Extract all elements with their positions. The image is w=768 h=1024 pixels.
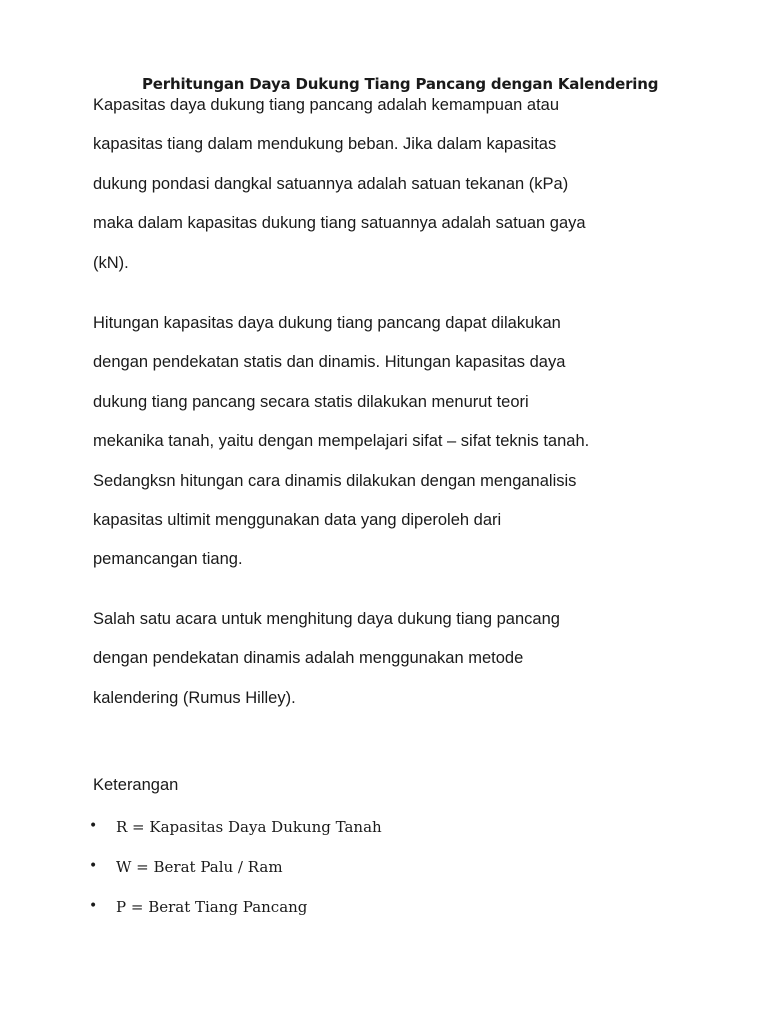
paragraph-line: maka dalam kapasitas dukung tiang satuannya adalah satuan gaya [93,214,586,233]
keterangan-heading: Keterangan [93,776,179,794]
paragraph-line: (kN). [93,253,129,272]
paragraph-line: kalendering (Rumus Hilley). [93,688,296,707]
bullet-icon: • [89,818,98,834]
paragraph-line: dukung tiang pancang secara statis dilakukan menurut teori [93,392,529,411]
paragraph-line: kapasitas ultimit menggunakan data yang diperoleh dari [93,511,502,530]
paragraph-line: dengan pendekatan dinamis adalah menggunakan metode [93,649,524,668]
paragraph-line: kapasitas tiang dalam mendukung beban. Jika dalam kapasitas [93,135,557,154]
paragraph-line: mekanika tanah, yaitu dengan mempelajari sifat – sifat teknis tanah. [93,432,590,451]
legend-item [0,816,600,844]
paragraph-line: Sedangksn hitungan cara dinamis dilakukan dengan menganalisis [93,471,577,490]
paragraph-line: Hitungan kapasitas daya dukung tiang pancang dapat dilakukan [93,314,561,332]
legend-item-text: P = Berat Tiang Pancang [116,898,308,916]
paragraph-line: dengan pendekatan statis dan dinamis. Hitungan kapasitas daya [93,353,566,372]
paragraph-capacity-definition [93,86,693,283]
bullet-icon: • [89,898,98,914]
document-title: Perhitungan Daya Dukung Tiang Pancang dengan Kalendering [142,75,659,93]
bullet-icon: • [89,858,98,874]
paragraph-kalendering-method [93,600,693,718]
paragraph-line: Kapasitas daya dukung tiang pancang adalah kemampuan atau [93,96,560,114]
paragraph-line: Salah satu acara untuk menghitung daya dukung tiang pancang [93,610,560,628]
legend-item [0,856,600,884]
legend-item [0,896,600,924]
legend-item-text: R = Kapasitas Daya Dukung Tanah [116,818,382,836]
legend-item-text: W = Berat Palu / Ram [116,858,283,876]
paragraph-line: dukung pondasi dangkal satuannya adalah satuan tekanan (kPa) [93,174,569,193]
paragraph-calculation-methods [93,304,693,580]
paragraph-line: pemancangan tiang. [93,550,243,569]
